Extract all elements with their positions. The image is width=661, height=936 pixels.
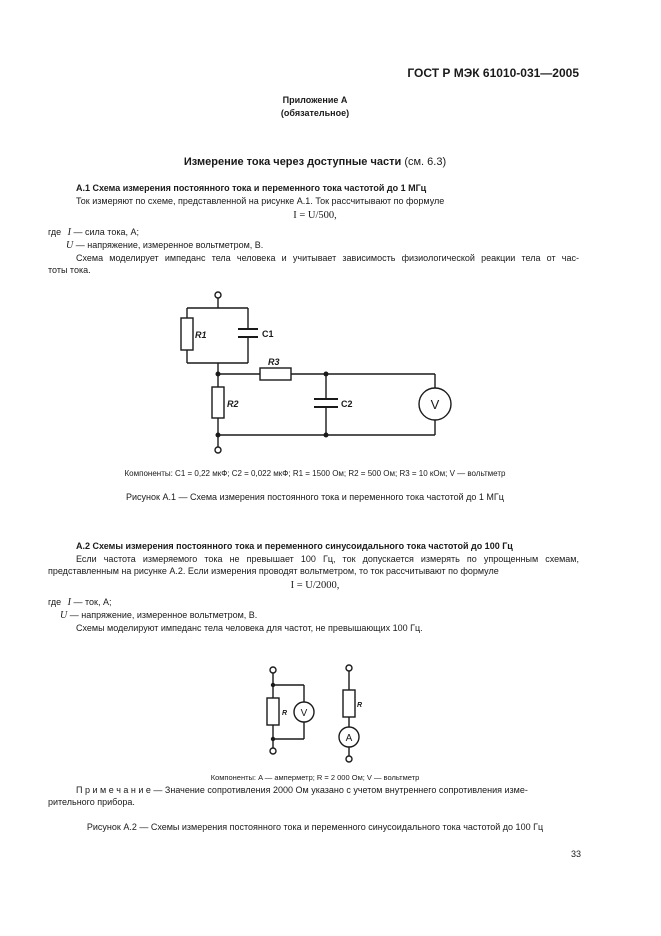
appendix-title: Приложение А [282, 95, 348, 105]
page-number: 33 [570, 849, 581, 859]
standard-header: ГОСТ Р МЭК 61010-031—2005 [407, 66, 579, 80]
a1-paragraph-1: Ток измеряют по схеме, представленной на рисунке А.1. Ток рассчитывают по формуле [76, 196, 445, 206]
where-i-text: — ток, А; [73, 597, 112, 607]
a2-note-line-1 [76, 785, 579, 795]
label-c2: C2 [341, 399, 353, 409]
label-v-left: V [300, 708, 308, 719]
label-c1: C1 [262, 329, 274, 339]
terminal-bottom [215, 447, 221, 453]
resistor-r3 [260, 368, 291, 380]
a2-note-line-2: рительного прибора. [48, 797, 135, 807]
figure-a2-circuits [0, 660, 661, 770]
right-terminal-top [346, 665, 352, 671]
figure-a2-caption: Рисунок А.2 — Схемы измерения постоянного тока и переменного синусоидального тока частотой до 100 Гц [86, 822, 544, 832]
where-u-text: — напряжение, измеренное вольтметром, В. [69, 610, 258, 620]
a2-heading: А.2 Схемы измерения постоянного тока и переменного синусоидального тока частотой до 100 Гц [76, 541, 513, 551]
a1-heading: А.1 Схема измерения постоянного тока и переменного тока частотой до 1 МГц [76, 183, 427, 193]
terminal-top [215, 292, 221, 298]
left-resistor-r [267, 698, 279, 725]
where-i-text: — сила тока, А; [73, 227, 139, 237]
a2-where-u [60, 610, 257, 621]
left-terminal-bottom [270, 748, 276, 754]
a1-paragraph-2-line-2: тоты тока. [48, 265, 91, 275]
label-a-right: A [345, 733, 353, 744]
right-resistor-r [343, 690, 355, 717]
symbol-u: U [66, 240, 74, 251]
symbol-u: U [60, 610, 68, 621]
where-prefix: где [48, 597, 62, 607]
where-u-text: — напряжение, измеренное вольтметром, В. [75, 240, 264, 250]
note-text: — Значение сопротивления 2000 Ом указано с учетом внутреннего сопротивления изме- [153, 785, 528, 795]
section-title [0, 156, 630, 168]
a2-paragraph-1-line-2: представленным на рисунке А.2. Если измерения проводят вольтметром, то ток рассчитывают по формуле [48, 566, 499, 576]
note-prefix: П р и м е ч а н и е [76, 785, 151, 795]
a2-paragraph-1-line-1: Если частота измеряемого тока не превышает 100 Гц, ток допускается измерять по упрощенным схемам, [76, 554, 579, 564]
a2-formula: I = U/2000, [290, 580, 340, 591]
symbol-i: I [67, 597, 71, 608]
label-r3: R3 [268, 357, 280, 367]
a1-paragraph-2-line-1: Схема моделирует импеданс тела человека и учитывает зависимость физиологической реакции тела от час- [76, 253, 579, 263]
a1-where-i [48, 227, 139, 238]
label-r2: R2 [227, 399, 239, 409]
symbol-i: I [67, 227, 71, 238]
a1-formula: I = U/500, [293, 210, 337, 221]
label-r-right: R [357, 702, 363, 709]
figure-a1-circuit [0, 280, 661, 480]
section-title-main: Измерение тока через доступные части [183, 156, 402, 168]
resistor-r2 [212, 387, 224, 418]
a1-components: Компоненты: C1 = 0,22 мкФ; C2 = 0,022 мкФ; R1 = 1500 Ом; R2 = 500 Ом; R3 = 10 кОм; V — вольтметр [124, 469, 506, 478]
resistor-r1 [181, 318, 193, 350]
a2-components: Компоненты: A — амперметр; R = 2 000 Ом; V — вольтметр [210, 773, 420, 782]
appendix-status: (обязательное) [280, 108, 350, 118]
figure-a1-caption: Рисунок А.1 — Схема измерения постоянного тока и переменного тока частотой до 1 МГц [126, 492, 504, 502]
section-title-ref: (см. 6.3) [404, 156, 447, 168]
label-v: V [430, 397, 440, 412]
a2-where-i [48, 597, 111, 608]
a2-paragraph-2: Схемы моделируют импеданс тела человека для частот, не превышающих 100 Гц. [76, 623, 423, 633]
left-terminal-top [270, 667, 276, 673]
where-prefix: где [48, 227, 62, 237]
label-r-left: R [282, 710, 288, 717]
a1-where-u [66, 240, 263, 251]
label-r1: R1 [195, 330, 207, 340]
right-terminal-bottom [346, 756, 352, 762]
